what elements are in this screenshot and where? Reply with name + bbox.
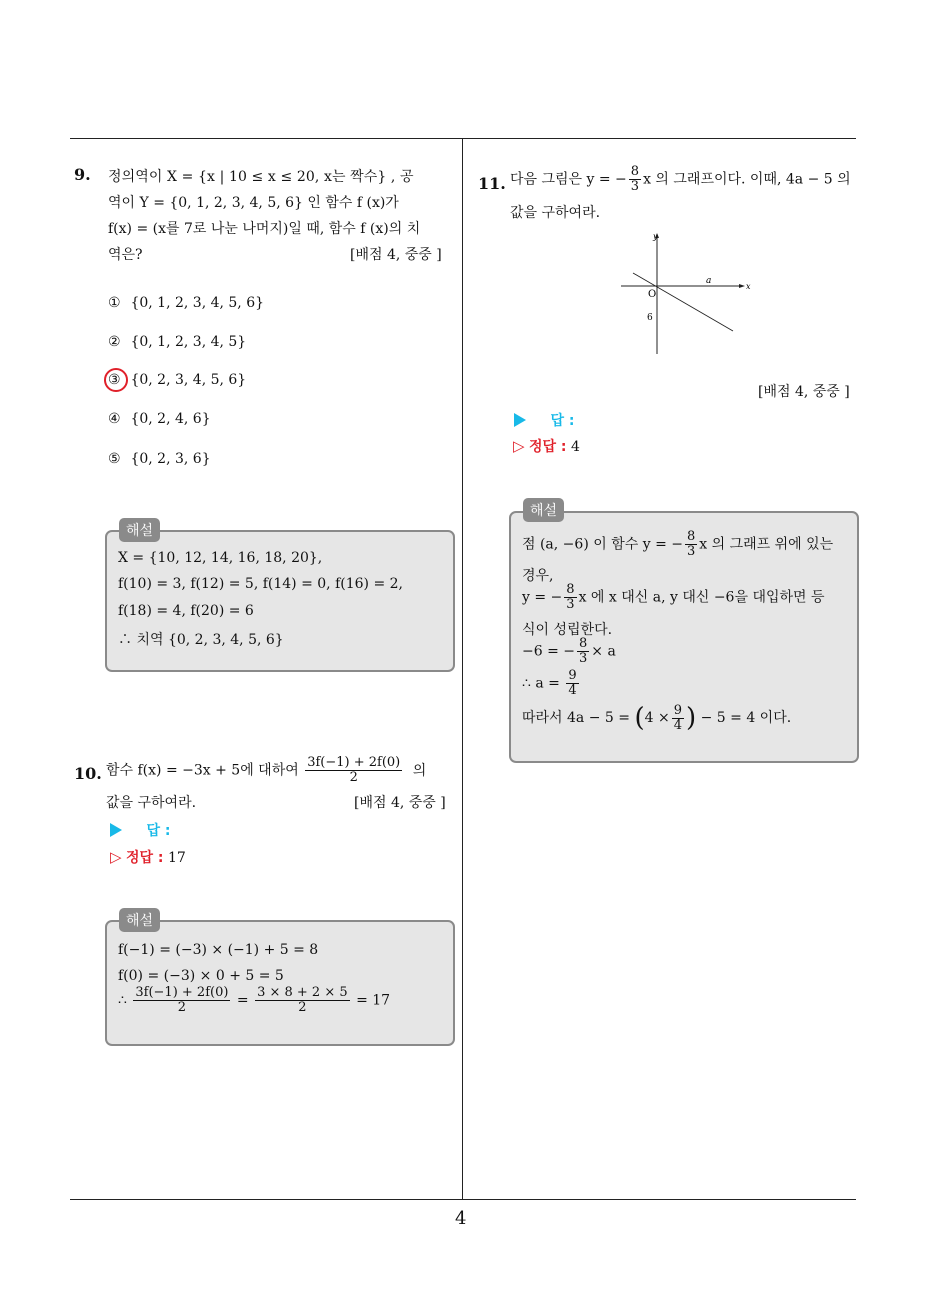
x-axis-arrow	[739, 284, 745, 288]
fraction-numerator: 8	[579, 636, 588, 651]
fraction-denominator: 4	[568, 683, 577, 698]
choice-2[interactable]	[108, 334, 246, 350]
question-text-line: 정의역이 X = {x | 10 ≤ x ≤ 20, x는 짝수} , 공	[108, 169, 414, 185]
fraction-numerator: 3 × 8 + 2 × 5	[257, 985, 348, 1000]
choice-text: {0, 1, 2, 3, 4, 5, 6}	[130, 295, 265, 311]
correct-answer-row	[110, 847, 186, 867]
fraction	[255, 986, 350, 1015]
question-number: 9.	[74, 165, 91, 184]
fraction	[629, 165, 641, 194]
fraction-denominator: 3	[630, 179, 640, 194]
fraction	[133, 986, 230, 1015]
fraction	[566, 669, 578, 698]
solution-line: f(10) = 3, f(12) = 5, f(14) = 0, f(16) = 2,	[118, 576, 403, 592]
choice-mark: ④	[108, 411, 121, 427]
point-a-label: a	[706, 276, 712, 286]
solution-line: f(0) = (−3) × 0 + 5 = 5	[118, 968, 284, 984]
outline-triangle-icon: ▷	[110, 848, 122, 866]
y-axis-label: y	[653, 232, 658, 241]
choice-mark: ③	[108, 372, 121, 388]
question-text-line: 역은?	[108, 247, 143, 263]
choice-5[interactable]	[108, 451, 211, 467]
fraction-numerator: 8	[566, 582, 575, 597]
question-suffix: 의	[412, 762, 427, 779]
solution-line: f(−1) = (−3) × (−1) + 5 = 8	[118, 942, 319, 958]
solution-line: 식이 성립한다.	[522, 622, 613, 638]
fraction-denominator: 4	[673, 717, 682, 733]
correct-answer-row	[513, 436, 580, 456]
solution-text: ∴ a =	[522, 675, 560, 692]
solution-tag: 해설	[523, 498, 564, 522]
choice-text: {0, 2, 4, 6}	[130, 411, 211, 427]
solution-text: y = −	[522, 589, 563, 606]
answer-input-row[interactable]	[514, 410, 574, 430]
choice-text: {0, 2, 3, 6}	[130, 451, 211, 467]
question-number: 10.	[74, 764, 102, 783]
choice-3[interactable]	[108, 372, 246, 388]
choice-4[interactable]	[108, 411, 211, 427]
choice-mark: ①	[108, 295, 121, 311]
correct-value: 4	[570, 439, 580, 455]
choice-mark: ⑤	[108, 451, 121, 467]
solution-text: 따라서 4a − 5 =	[522, 710, 630, 726]
solution-line	[522, 530, 833, 559]
solution-line	[522, 583, 825, 612]
solution-tag: 해설	[119, 518, 160, 542]
solution-line	[522, 637, 616, 666]
answer-label: 답 :	[146, 823, 171, 839]
x-axis-label: x	[746, 282, 751, 291]
play-triangle-icon	[514, 413, 526, 427]
question-text-line	[510, 165, 851, 194]
solution-text: − 5 = 4 이다.	[700, 710, 792, 726]
header-rule	[70, 138, 856, 139]
question-text-line	[106, 756, 426, 785]
choice-mark: ②	[108, 334, 121, 350]
solution-text: × a	[591, 643, 616, 660]
question-number: 11.	[478, 174, 506, 193]
footer-rule	[70, 1199, 856, 1200]
point-b-label: 6	[647, 313, 653, 323]
fraction-denominator: 2	[177, 1000, 187, 1015]
question-prefix: 다음 그림은 y = −	[510, 171, 627, 188]
solution-text: 점 (a, −6) 이 함수 y = −	[522, 536, 683, 553]
fraction-numerator: 3f(−1) + 2f(0)	[135, 985, 229, 1000]
solution-text: x 의 그래프 위에 있는	[699, 536, 834, 553]
score-difficulty: [배점 4, 중중 ]	[758, 384, 850, 400]
fraction-denominator: 3	[566, 597, 575, 612]
paren-open: (	[634, 703, 645, 733]
question-text-line: 역이 Y = {0, 1, 2, 3, 4, 5, 6} 인 함수 f (x)가	[108, 195, 399, 211]
outline-triangle-icon: ▷	[513, 437, 525, 455]
fraction	[685, 530, 697, 559]
fraction-numerator: 8	[686, 529, 696, 544]
therefore-symbol: ∴	[118, 992, 127, 1009]
fraction-denominator: 3	[686, 544, 696, 559]
solution-tag: 해설	[119, 908, 160, 932]
solution-text: −6 = −	[522, 643, 575, 660]
correct-label: 정답 :	[529, 439, 567, 455]
choice-text: {0, 1, 2, 3, 4, 5}	[130, 334, 247, 350]
fraction-numerator: 9	[568, 668, 577, 683]
question-text-line: 값을 구하여라.	[106, 795, 197, 811]
column-divider	[462, 138, 463, 1200]
choice-text: {0, 2, 3, 4, 5, 6}	[130, 372, 247, 388]
fraction-denominator: 3	[579, 651, 588, 666]
equals: =	[236, 992, 249, 1009]
paren-close: )	[685, 703, 697, 733]
fraction-numerator: 3f(−1) + 2f(0)	[307, 755, 401, 770]
question-text-line: 값을 구하여라.	[510, 205, 601, 221]
score-difficulty: [배점 4, 중중 ]	[350, 247, 442, 263]
solution-line	[522, 703, 791, 733]
fraction	[305, 756, 402, 785]
fraction-denominator: 2	[298, 1000, 307, 1015]
solution-line	[522, 669, 581, 698]
question-suffix: x 의 그래프이다. 이때, 4a − 5 의	[643, 171, 851, 188]
fraction	[672, 704, 684, 733]
fraction-denominator: 2	[349, 770, 358, 785]
answer-input-row[interactable]	[110, 820, 170, 840]
origin-label: O	[648, 289, 657, 300]
fraction	[564, 583, 576, 612]
solution-line	[118, 986, 390, 1015]
play-triangle-icon	[110, 823, 122, 837]
solution-text: 4 ×	[644, 710, 670, 726]
result: = 17	[356, 992, 391, 1009]
solution-line: ∴ 치역 {0, 2, 3, 4, 5, 6}	[118, 632, 284, 648]
score-difficulty: [배점 4, 중중 ]	[354, 795, 446, 811]
correct-value: 17	[167, 850, 186, 866]
page-number: 4	[455, 1208, 467, 1229]
question-text-line: f(x) = (x를 7로 나눈 나머지)일 때, 함수 f (x)의 치	[108, 221, 421, 237]
fraction-numerator: 8	[630, 164, 640, 179]
graph-figure	[615, 228, 755, 360]
fraction-numerator: 9	[673, 702, 682, 718]
solution-text: x 에 x 대신 a, y 대신 −6을 대입하면 등	[578, 589, 825, 606]
solution-line: X = {10, 12, 14, 16, 18, 20},	[118, 550, 323, 566]
question-prefix: 함수 f(x) = −3x + 5에 대하여	[106, 762, 299, 779]
choice-1[interactable]	[108, 295, 264, 311]
answer-label: 답 :	[550, 413, 575, 429]
solution-line: f(18) = 4, f(20) = 6	[118, 603, 254, 619]
fraction	[577, 637, 589, 666]
correct-label: 정답 :	[126, 850, 164, 866]
solution-line: 경우,	[522, 568, 554, 584]
